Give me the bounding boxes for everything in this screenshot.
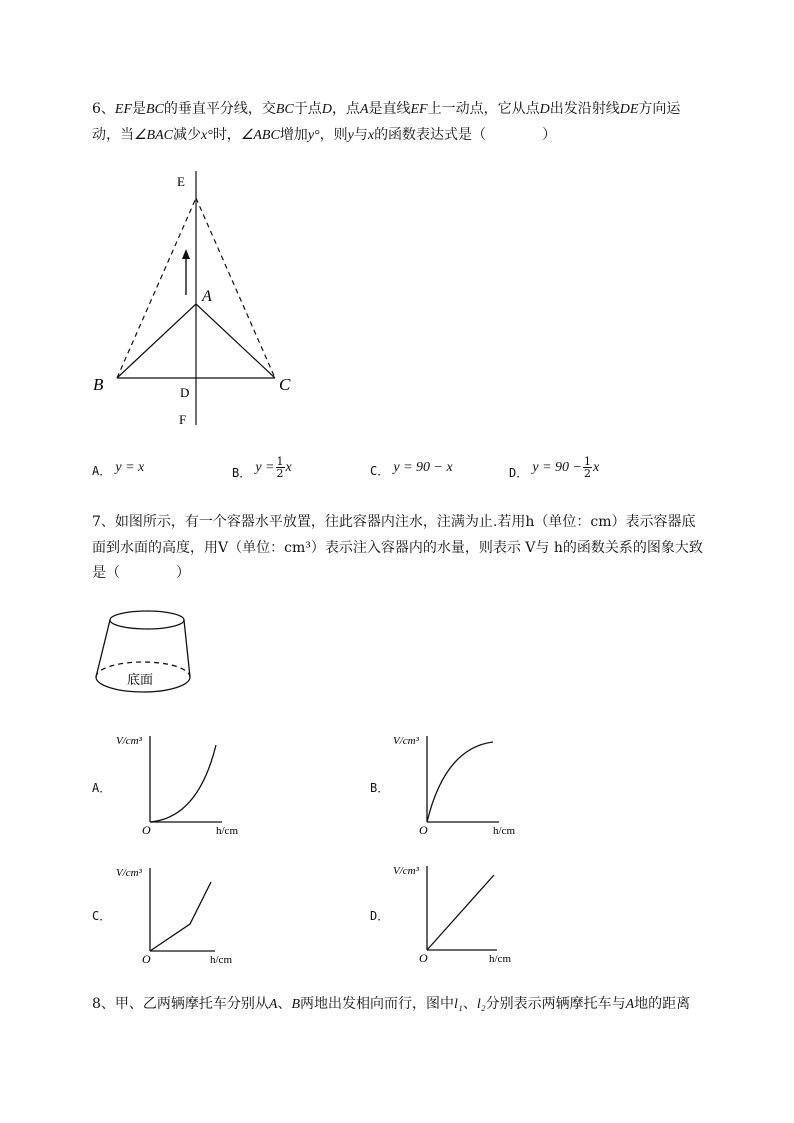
q6-text: 于点 [293,101,322,117]
q8-text: 分别表示两辆摩托车与 [485,996,626,1012]
q6-text: ∠BAC [134,128,173,143]
q7-line-1: 7、如图所示，有一个容器水平放置，往此容器内注水，注满为止.若用h（单位：cm）表示容器底 [92,514,696,530]
graph-b-option-label[interactable]: B． [370,781,390,795]
q6-text: 增加 [279,127,308,143]
segment-ac [196,304,275,378]
q6-text: 的垂直平分线，交 [163,101,276,117]
q7-line-2: 面到水面的高度，用V（单位：cm³）表示注入容器内的水量，则表示 V与 h的函数关系的图象大致 [92,540,703,556]
x-axis-label: h/cm [216,825,238,837]
origin-label: O [142,823,151,837]
label-c: C [279,375,291,394]
q6-text: BC [146,102,164,117]
graph-a-option-label[interactable]: A． [92,781,112,795]
x-axis-label: h/cm [489,953,511,965]
q6-text: ，点 [331,101,360,117]
straight-line [427,875,494,950]
graph-d-option-label[interactable]: D． [370,909,390,923]
graph-d [387,860,537,970]
label-f: F [179,412,187,427]
graph-c [110,862,260,970]
fraction-numerator: 1 [276,455,284,468]
q6-text: 上一动点，它从点 [427,101,540,117]
segment-ab [117,304,196,378]
container-figure [92,605,202,700]
q6-text: 减少 [173,127,201,143]
q6-text: ∠ABC [240,128,280,143]
q6-option-b[interactable] [232,456,292,479]
x-axis-label: h/cm [210,954,232,966]
arrow-head-icon [182,249,190,259]
q6-option-a[interactable] [92,462,144,480]
q8-text: 、 [462,996,477,1012]
q6-text: D [321,102,332,117]
label-d: D [180,385,190,400]
label-e: E [177,174,185,189]
option-expression: y = x [115,460,145,475]
q6-text: EF [410,102,428,117]
y-axis-label: V/cm³ [393,735,419,747]
fraction [583,456,592,479]
q6-text: ，则 [319,127,348,143]
q6-text: A [359,102,369,117]
y-axis-label: V/cm³ [116,735,142,747]
fraction-denominator: 2 [276,467,284,480]
option-letter: C． [370,464,390,478]
q6-option-d[interactable] [509,456,599,479]
option-expression: x [592,460,600,475]
fraction-numerator: 1 [583,455,591,468]
q6-text: 的函数表达式是（ [374,127,487,143]
y-axis-label: V/cm³ [393,865,419,877]
q6-text: 动，当 [92,127,134,143]
fraction [276,456,285,479]
graph-c-option-label[interactable]: C． [92,909,112,923]
q6-text: 与 [353,127,368,143]
option-letter: B． [232,466,252,480]
option-letter: A． [92,464,112,478]
q8-text: 两地出发相向而行，图中 [300,996,455,1012]
q6-text: DE [619,102,639,117]
q8-text: 8、甲、乙两辆摩托车分别从 [92,996,269,1012]
y-axis-label: V/cm³ [116,867,142,879]
q6-line-2 [92,125,556,146]
label-a: A [202,288,212,305]
q6-text: EF [114,102,133,117]
q7-line-3 [92,563,190,583]
q6-text: x° [201,128,213,143]
curve-concave-up [150,745,216,822]
curve-concave-down [427,742,493,822]
x-axis-label: h/cm [493,825,515,837]
graph-b [387,730,537,840]
q8-text: A [268,997,278,1012]
q8-text: l₁ [454,997,463,1012]
option-expression: y = [255,460,275,475]
container-label: 底面 [127,673,154,688]
q8-text: B [291,997,301,1012]
q7-text: ） [176,565,190,581]
option-letter: D． [509,466,529,480]
container-top-rim [110,611,184,629]
q6-text: x [367,128,375,143]
origin-label: O [419,823,428,837]
option-expression: y = 90 − [532,460,582,475]
origin-label: O [419,951,428,965]
graph-a [110,730,260,840]
piecewise-line [150,882,211,951]
q8-line-1 [92,994,690,1015]
q6-text: D [539,102,550,117]
q8-text: 地的距离 [634,996,691,1012]
q6-text: y [347,128,354,143]
option-expression: x [285,460,292,475]
option-expression: y = 90 − x [393,460,453,475]
q8-text: 、 [277,996,292,1012]
fraction-denominator: 2 [583,467,591,480]
q7-text: 是（ [92,565,120,581]
q6-text: ） [542,127,557,143]
q6-number: 6、 [92,101,115,117]
q6-triangle-figure [85,165,305,435]
dashed-segment-b-top [117,198,196,378]
q6-text: BC [275,102,294,117]
q6-text: 方向运 [638,101,681,117]
origin-label: O [142,952,151,966]
q8-text: A [625,997,635,1012]
label-b: B [93,375,104,394]
q6-text: 是 [132,101,147,117]
q6-text: y° [307,128,320,143]
q6-option-c[interactable] [370,462,453,480]
q8-text: l₂ [476,997,486,1012]
q6-text: 出发沿射线 [549,101,620,117]
q6-text: 是直线 [368,101,411,117]
container-right-side [184,620,190,677]
q6-text: 时， [212,127,241,143]
q6-line-1 [92,99,680,120]
